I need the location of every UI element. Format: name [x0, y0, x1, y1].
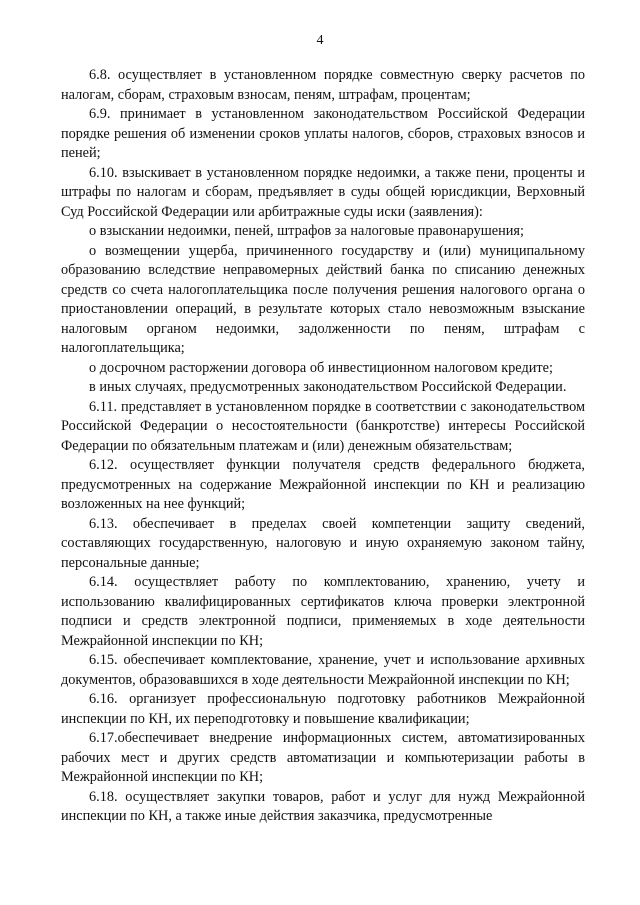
paragraph-6-16: 6.16. организует профессиональную подготовку работников Межрайонной инспекции по КН, их переподготовку и повышение квалификации;	[61, 691, 585, 727]
paragraph-6-9: 6.9. принимает в установленном законодательством Российской Федерации порядке решения об изменении сроков уплаты налогов, сборов, страховых взносов и пеней;	[61, 106, 585, 161]
paragraph-6-10: 6.10. взыскивает в установленном порядке недоимки, а также пени, проценты и штрафы по налогам и сборам, предъявляет в суды общей юрисдикции, Верховный Суд Российской Федерации или арбитражные суды иски (заявления):	[61, 164, 585, 220]
paragraph-6-8: 6.8. осуществляет в установленном порядке совместную сверку расчетов по налогам, сборам, страховым взносам, пеням, штрафам, процентам;	[61, 67, 585, 103]
paragraph-6-10-item-damages: о возмещении ущерба, причиненного государству и (или) муниципальному образованию вследствие неправомерных действий банка по списанию денежных средств со счета налогоплательщика после получения решения налогового органа о приостановлении операций, в результате которых стало невозможным взыскание налоговым органом недоимки, задолженности по пеням, штрафам с налогоплательщика;	[61, 242, 585, 356]
paragraph-6-12: 6.12. осуществляет функции получателя средств федерального бюджета, предусмотренных на содержание Межрайонной инспекции по КН и реализацию возложенных на нее функций;	[61, 457, 585, 512]
paragraph-6-10-item-arrears: о взыскании недоимки, пеней, штрафов за налоговые правонарушения;	[89, 223, 524, 239]
paragraph-6-10-item-other: в иных случаях, предусмотренных законодательством Российской Федерации.	[89, 379, 567, 395]
paragraph-6-14: 6.14. осуществляет работу по комплектованию, хранению, учету и использованию квалифицированных сертификатов ключа проверки электронной подписи и средств электронной подписи, применяемых в ходе деятельности Межрайонной инспекции по КН;	[61, 574, 585, 649]
paragraph-6-18: 6.18. осуществляет закупки товаров, работ и услуг для нужд Межрайонной инспекции по КН, а также иные действия заказчика, предусмотренные	[61, 788, 585, 824]
paragraph-6-13: 6.13. обеспечивает в пределах своей компетенции защиту сведений, составляющих государственную, налоговую и иную охраняемую законом тайну, персональные данные;	[61, 515, 585, 571]
paragraph-6-10-item-credit: о досрочном расторжении договора об инвестиционном налоговом кредите;	[89, 359, 553, 376]
page-number: 4	[316, 33, 324, 48]
paragraph-6-17: 6.17.обеспечивает внедрение информационных систем, автоматизированных рабочих мест и других средств автоматизации и компьютеризации работы в Межрайонной инспекции по КН;	[61, 730, 585, 785]
paragraph-6-15: 6.15. обеспечивает комплектование, хранение, учет и использование архивных документов, образовавшихся в ходе деятельности Межрайонной инспекции по КН;	[61, 652, 585, 688]
paragraph-6-11: 6.11. представляет в установленном порядке в соответствии с законодательством Российской Федерации о несостоятельности (банкротстве) интересы Российской Федерации по обязательным платежам и (или) денежным обязательствам;	[61, 398, 585, 454]
document-body	[61, 66, 585, 827]
